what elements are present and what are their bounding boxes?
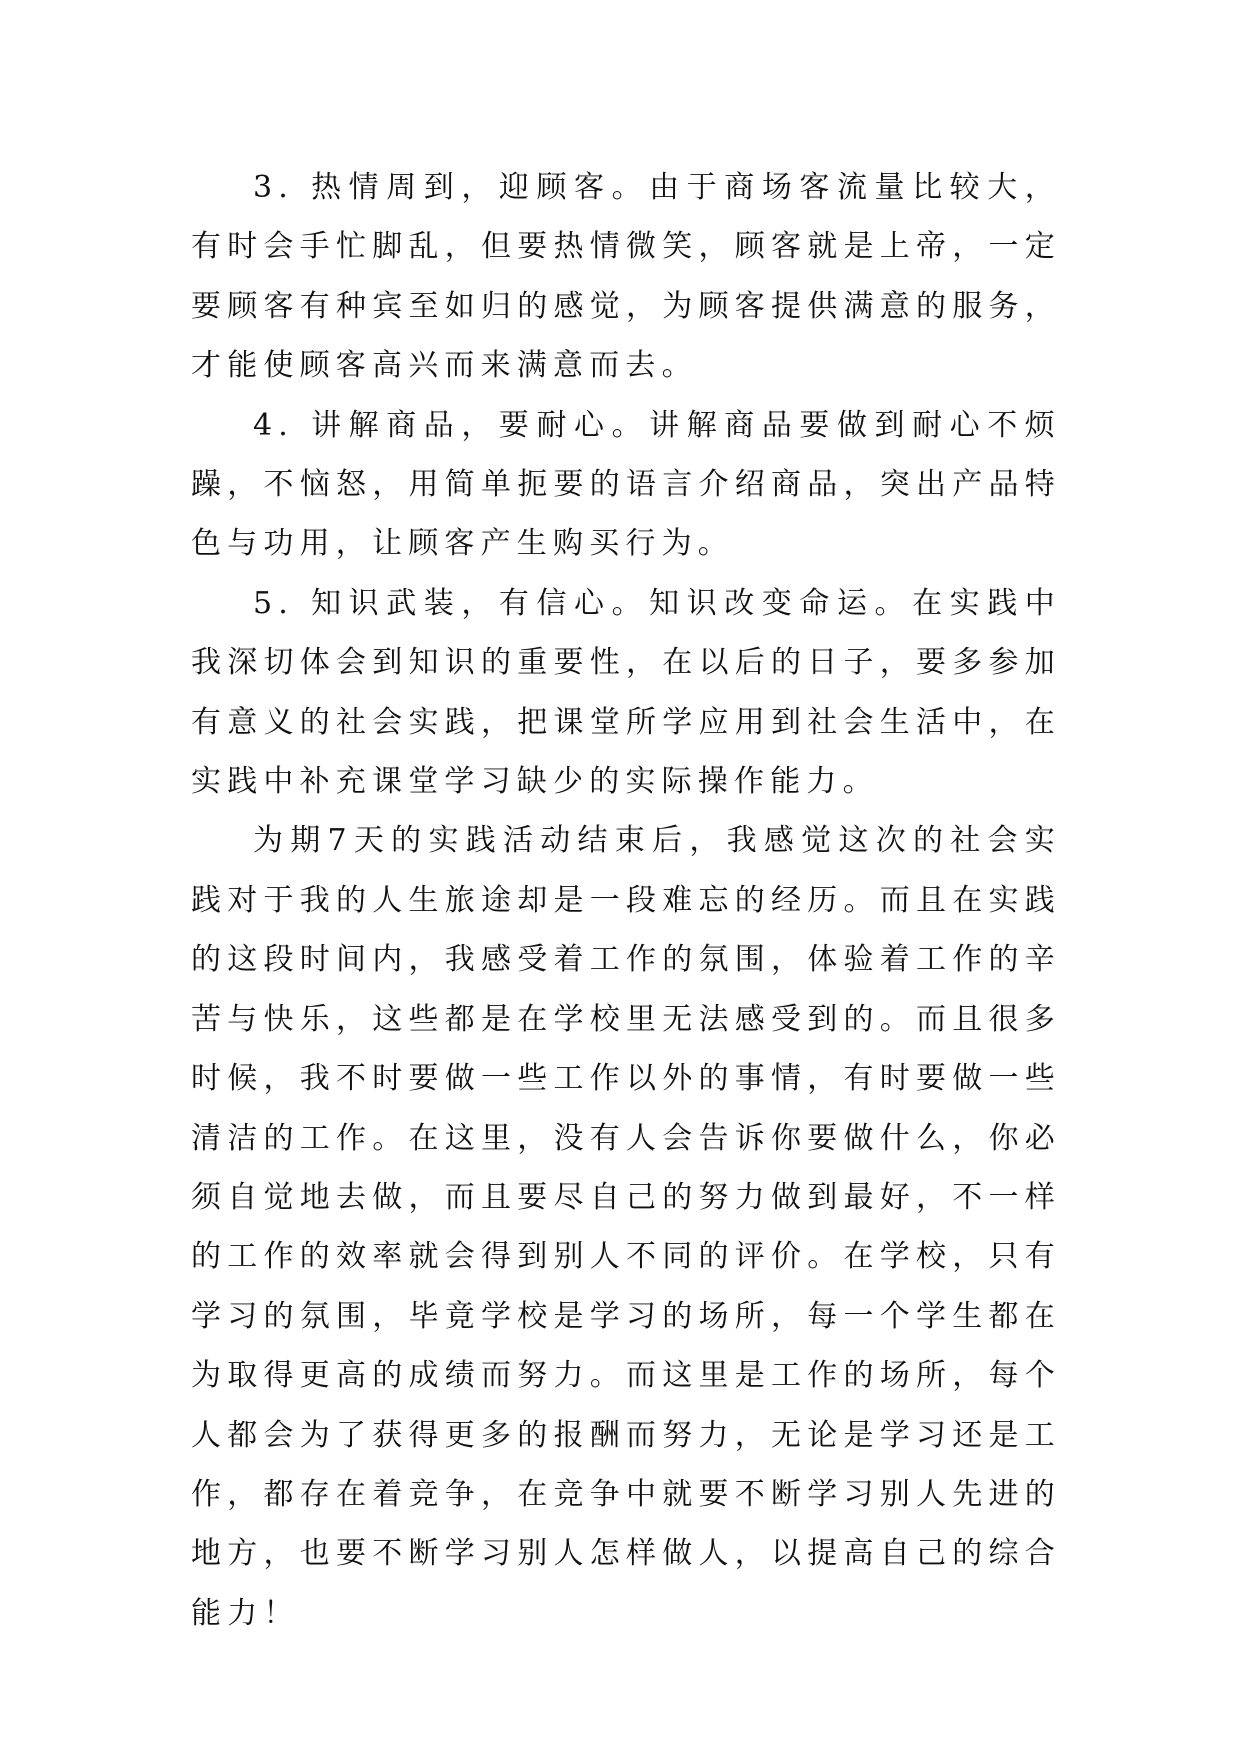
paragraph-product-explanation: 4. 讲解商品，要耐心。讲解商品要做到耐心不烦躁，不恼怒，用简单扼要的语言介绍商品，突出产品特色与功用，让顾客产生购买行为。 [191, 407, 1061, 562]
paragraph-knowledge: 5. 知识武装，有信心。知识改变命运。在实践中我深切体会到知识的重要性，在以后的日子，要多参加有意义的社会实践，把课堂所学应用到社会生活中，在实践中补充课堂学习缺少的实际操作能力。 [191, 585, 1061, 800]
document-body [191, 158, 1061, 1643]
paragraph-conclusion: 为期7天的实践活动结束后，我感觉这次的社会实践对于我的人生旅途却是一段难忘的经历。而且在实践的这段时间内，我感受着工作的氛围，体验着工作的辛苦与快乐，这些都是在学校里无法感受到的。而且很多时候，我不时要做一些工作以外的事情，有时要做一些清洁的工作。在这里，没有人会告诉你要做什么，你必须自觉地去做，而且要尽自己的努力做到最好，不一样的工作的效率就会得到别人不同的评价。在学校，只有学习的氛围，毕竟学校是学习的场所，每一个学生都在为取得更高的成绩而努力。而这里是工作的场所，每个人都会为了获得更多的报酬而努力，无论是学习还是工作，都存在着竞争，在竞争中就要不断学习别人先进的地方，也要不断学习别人怎样做人，以提高自己的综合能力！ [191, 823, 1061, 1631]
paragraph-customer-service: 3. 热情周到，迎顾客。由于商场客流量比较大，有时会手忙脚乱，但要热情微笑，顾客就是上帝，一定要顾客有种宾至如归的感觉，为顾客提供满意的服务，才能使顾客高兴而来满意而去。 [191, 170, 1061, 384]
